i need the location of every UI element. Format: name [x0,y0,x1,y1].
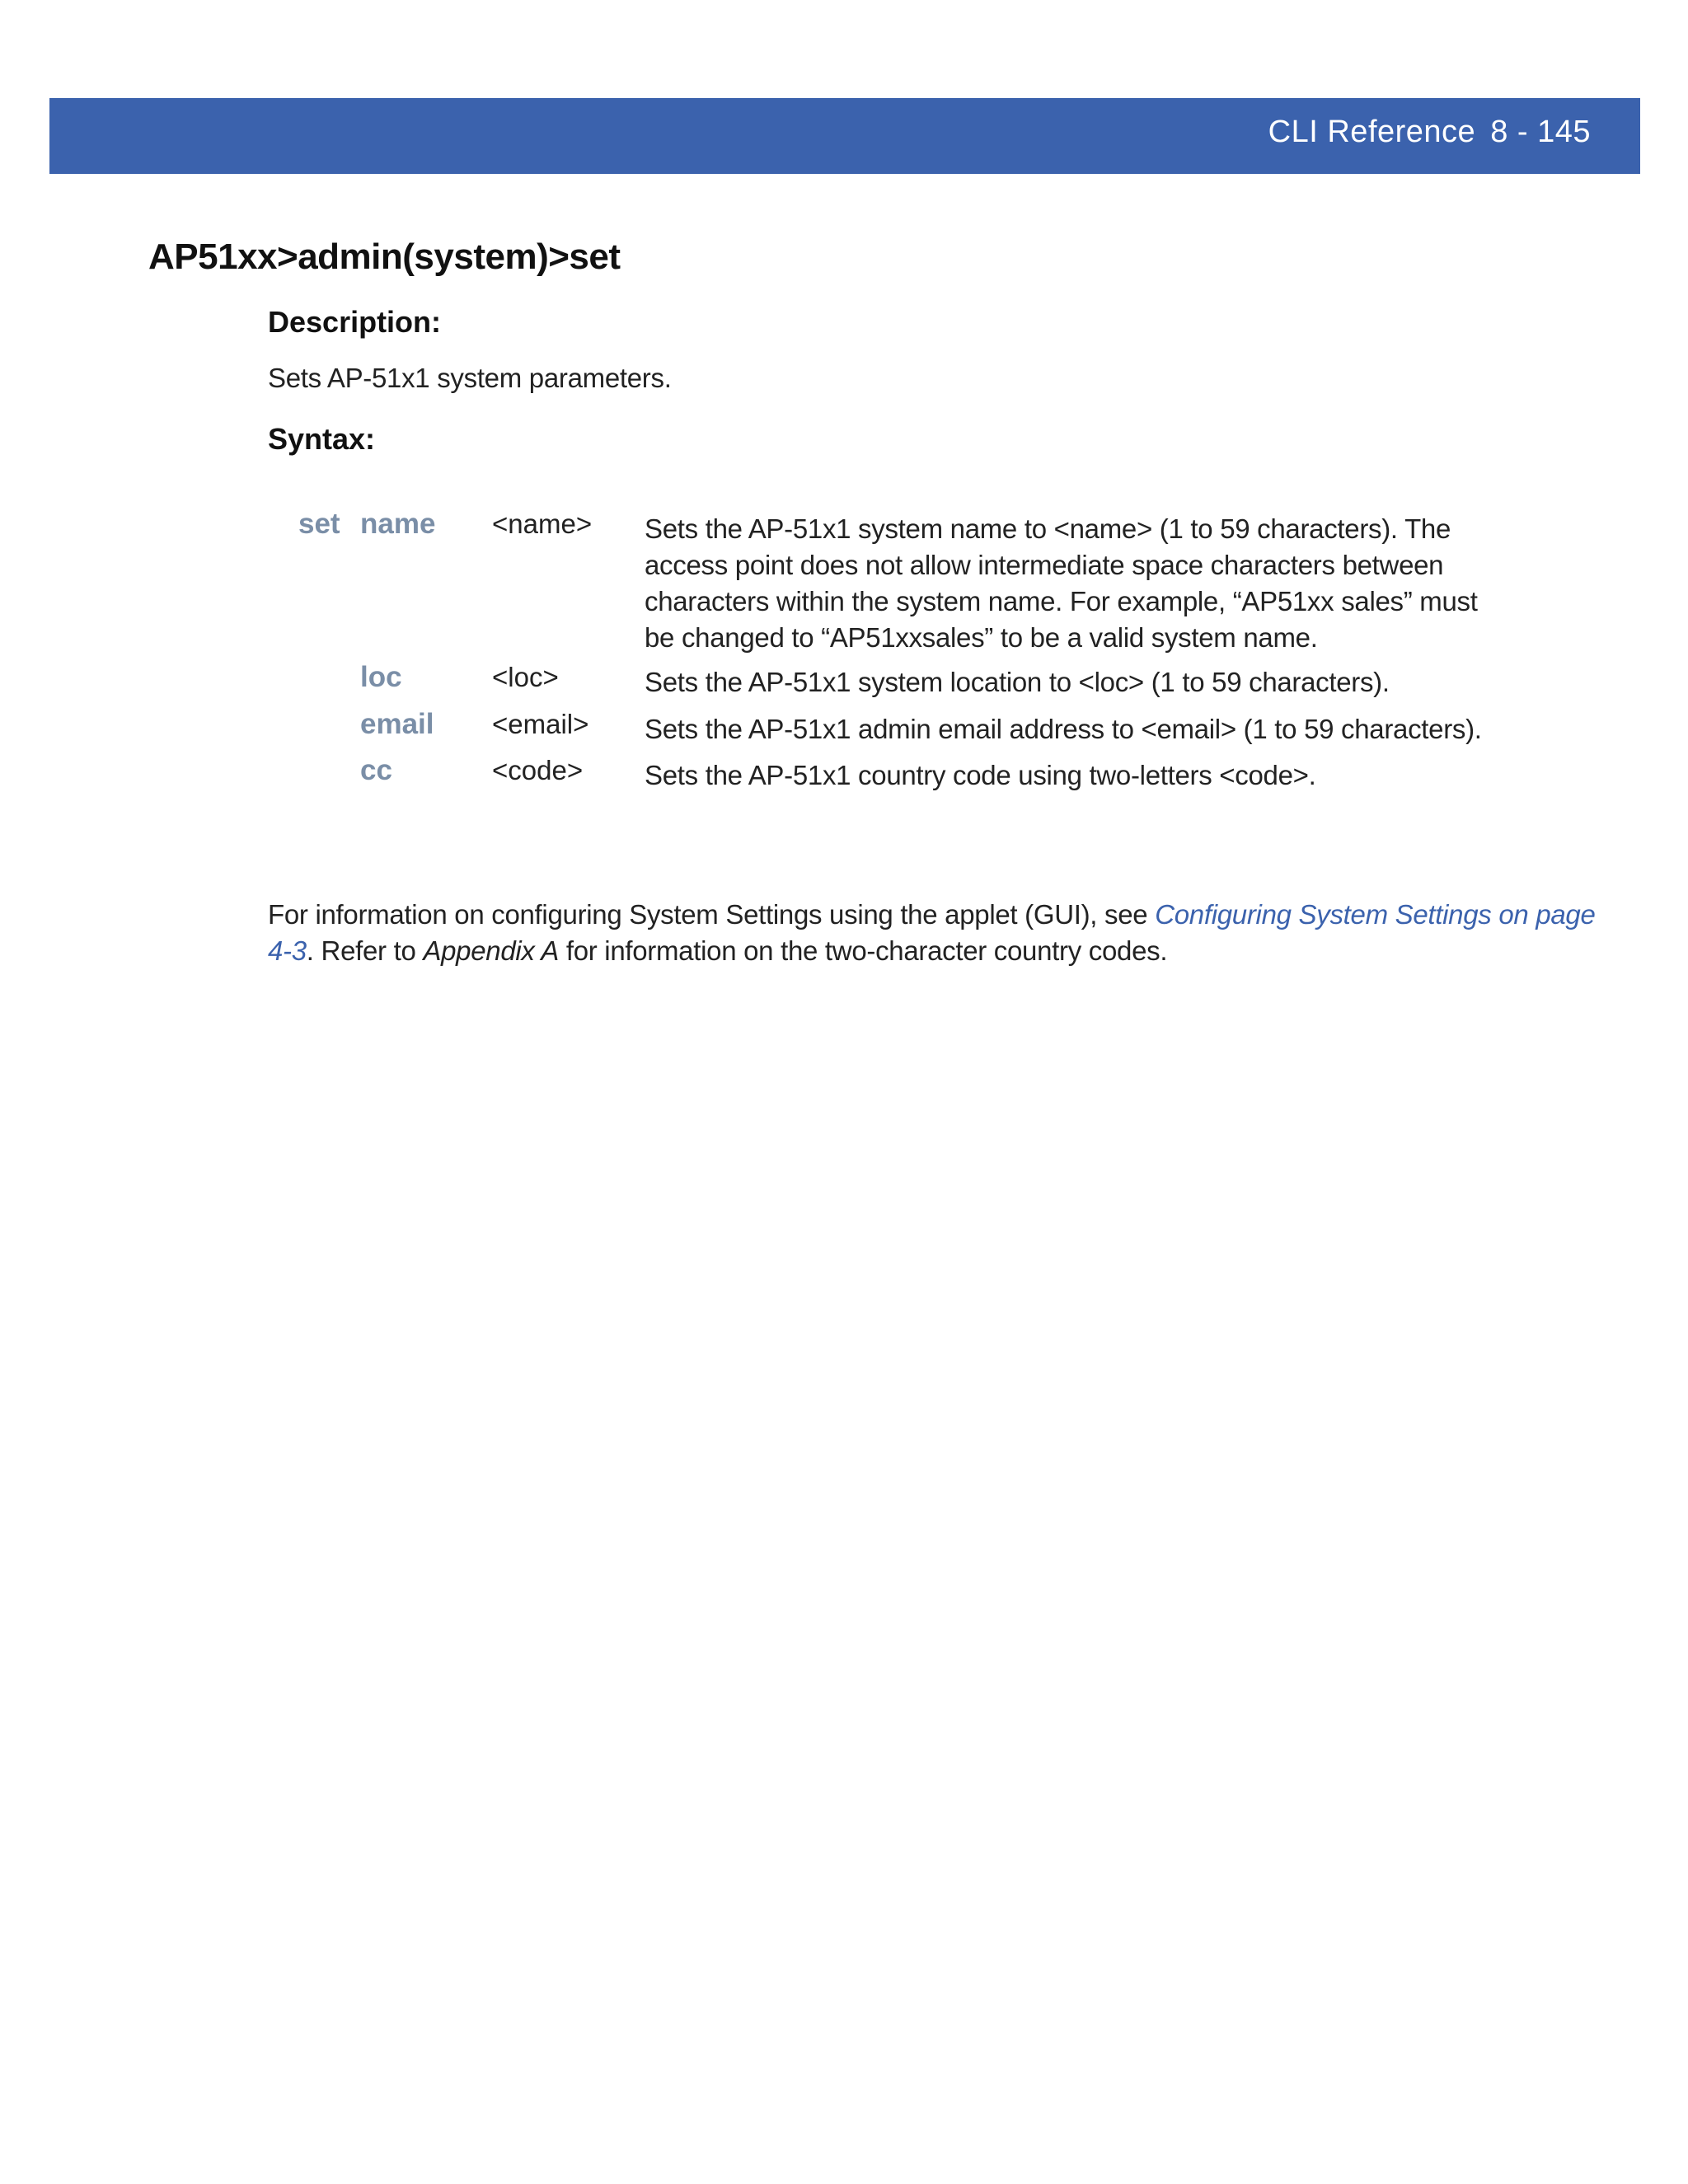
syntax-row-description: Sets the AP-51x1 admin email address to <email> (1 to 59 characters). [645,714,1482,744]
syntax-table [0,0,1688,824]
syntax-row-argument: <email> [492,709,589,739]
syntax-command-keyword: set [298,508,340,540]
syntax-row-keyword: name [360,508,436,540]
syntax-row-keyword: loc [360,661,402,693]
reference-text-middle: . Refer to [306,935,424,966]
syntax-row-keyword: email [360,708,434,740]
reference-text-end: for information on the two-character country codes. [558,935,1168,966]
syntax-row-description: Sets the AP-51x1 country code using two-letters <code>. [645,760,1316,790]
syntax-row-argument: <name> [492,509,593,539]
reference-paragraph [268,897,1603,969]
header-page-number: 8 - 145 [1490,115,1591,149]
syntax-row-keyword: cc [360,754,392,786]
syntax-row-description: Sets the AP-51x1 system name to <name> (1 to 59 characters). The access point does not allow intermediate space characters between characters within the system name. For example, “AP51xx sales” must be changed to “AP51xxsales” to be a valid system name. [645,513,1478,653]
command-title: AP51xx>admin(system)>set [148,237,621,277]
appendix-reference: Appendix A [423,935,559,966]
syntax-row-argument: <code> [492,755,584,785]
syntax-heading: Syntax: [268,422,376,456]
header-section-title: CLI Reference [1268,115,1476,149]
description-text: Sets AP-51x1 system parameters. [268,363,672,393]
configuring-system-settings-link[interactable]: Configuring System Settings on page 4-3 [268,899,1596,966]
description-heading: Description: [268,305,442,339]
syntax-row-argument: <loc> [492,662,559,692]
syntax-row-description: Sets the AP-51x1 system location to <loc> (1 to 59 characters). [645,667,1390,697]
reference-text-start: For information on configuring System Settings using the applet (GUI), see [268,899,1156,930]
